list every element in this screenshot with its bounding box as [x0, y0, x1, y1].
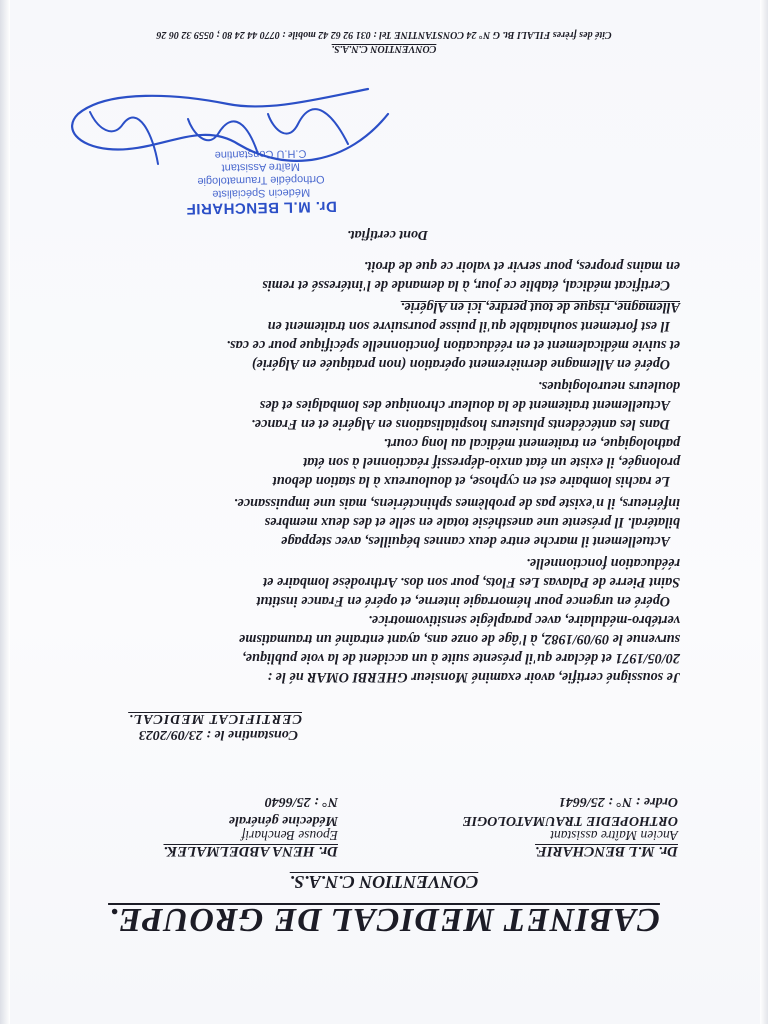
body-line: Opéré en urgence pour hémorragie interne, et opéré en France institut [256, 593, 670, 609]
stamp-name: Dr. M.L BENCHARIF [185, 197, 337, 218]
body-line: Le rachis lombaire est en cyphose, et douloureux à la station debout [272, 473, 670, 489]
body-line: pathologique, en traitement médical au long court. [383, 435, 680, 451]
body-line: Actuellement il marche entre deux cannes béquilles, avec steppage [281, 533, 670, 549]
body-line: Dans les antécédents plusieurs hospitalisations en Algérie et en France. [251, 416, 670, 432]
doctor-left-name: Dr. M.L BENCHARIF. [535, 843, 678, 859]
certificate-title: CERTIFICAT MEDICAL. [128, 711, 302, 726]
doctor-left-block [462, 794, 678, 858]
body-line: Certificat médical, établie ce jour, à la demande de l'intéressé et remis [262, 277, 670, 293]
doctor-left-specialty: ORTHOPEDIE TRAUMATOLOGIE [462, 813, 678, 828]
body-line: Saint Pierre de Palavas Les Flots, pour son dos. Arthrodèse lombaire et [263, 574, 680, 590]
letterhead-title: CABINET MEDICAL DE GROUPE. [108, 901, 660, 938]
doctor-left-order: Ordre : N° : 25/6641 [558, 794, 678, 809]
body-line: prolongée, il existe un état anxio-dépressif réactionnel à son état [303, 454, 680, 470]
stamp-line: Orthopédie Traumatologie [197, 172, 325, 188]
body-line: Il est fortement souhaitable qu'il puisse poursuivre son traitement en [267, 318, 670, 334]
body-line: Opéré en Allemagne dernièrement opération (non pratiquée en Algérie) [251, 356, 670, 372]
certificate-body [80, 256, 680, 686]
doctor-right-block [164, 794, 339, 858]
handwritten-signature [48, 64, 408, 184]
body-line: Actuellement traitement de la douleur chronique des lombalgies et des [259, 397, 670, 413]
place-date: Constantine le : 23/09/2023 [138, 727, 298, 742]
doctor-right-name: Dr. HENA ABDELMALEK. [163, 843, 338, 859]
doctor-right-specialty: Médecine générale [228, 813, 338, 828]
body-line: Allemagne, risque de tout perdre, ici en Algérie. [400, 299, 680, 315]
body-line: vertébro-médulaire, avec paraplégie sensitivomotrice. [368, 612, 680, 628]
body-line: rééducation fonctionnelle. [526, 555, 680, 571]
body-line: douleurs neurologiques. [538, 378, 680, 394]
doctor-left-title: Ancien Maître assistant [550, 828, 678, 843]
footer-convention: CONVENTION C.N.A.S. [331, 43, 437, 54]
doctor-right-title: Epouse Bencharif [241, 828, 338, 843]
body-line: bilatéral. Il présente une anesthésie totale en selle et des deux membres [264, 514, 680, 530]
footer-address: Cité des frères FILALI Bt. G N° 24 CONSTANTINE Tel : 031 92 62 42 mobile : 0770 44 24 80 ; 0559 32 06 26 [156, 29, 612, 40]
stamp-line: Maître Assistant [221, 160, 300, 174]
body-line: survenue le 09/09/1982, à l'âge de onze ans, ayant entraîné un traumatisme [238, 631, 680, 647]
closing-text: Dont certifiat. [347, 227, 428, 242]
stamp-line: C.H.U Constantine [214, 147, 307, 161]
doctor-right-order: N° : 25/6640 [264, 794, 338, 809]
body-line: 20/05/1971 et déclare qu'il présente suite à un accident de la voie publique, [242, 650, 680, 666]
body-line: et suivie médicalement et en rééducation fonctionnelle spécifique pour ce cas. [226, 337, 680, 353]
body-line: inférieurs, il n'existe pas de problèmes sphinctériens, mais une impuissance. [233, 495, 680, 511]
body-line: Je soussigné certifie, avoir examiné Monsieur GHERBI OMAR né le : [267, 669, 680, 685]
letterhead-convention: CONVENTION C.N.A.S. [289, 872, 479, 892]
body-line: en mains propres, pour servir et valoir ce que de droit. [363, 258, 680, 274]
stamp-line: Médecin Spécialiste [212, 186, 311, 200]
